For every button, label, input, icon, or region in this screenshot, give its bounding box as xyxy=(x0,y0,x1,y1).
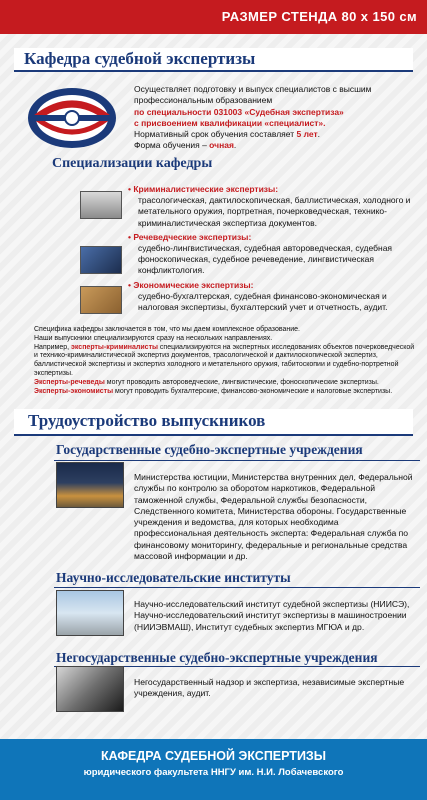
section-heading: Негосударственные судебно-экспертные учреждения xyxy=(56,650,378,665)
note-text: специализируются на экспертных исследованиях объектов почерковедческой и технико-криминалистической экспертиз документов, трасологической и дактилоскопической экспертиз, баллистической экспертизы и экспертиз холодного и метательного оружия, габитоскопии и судебно-портретной экспертизы. xyxy=(34,343,415,377)
duration-value: 5 лет xyxy=(296,129,318,140)
spec-title: • Криминалистические экспертизы: xyxy=(128,184,420,195)
institute-building-photo xyxy=(56,590,124,636)
note-text: могут проводить бухгалтерские, финансово-экономические и налоговые экспертизы. xyxy=(113,387,393,395)
size-banner xyxy=(0,0,427,34)
employment-title-box xyxy=(14,409,413,436)
divider xyxy=(54,460,420,461)
footer-bar xyxy=(0,739,427,800)
list-item xyxy=(128,184,420,229)
intro-line: Осуществляет подготовку и выпуск специалистов с высшим xyxy=(134,84,372,94)
form-label: Форма обучения – xyxy=(134,140,210,151)
size-banner-text: РАЗМЕР СТЕНДА 80 х 150 см xyxy=(221,9,417,24)
footer-title: КАФЕДРА СУДЕБНОЙ ЭКСПЕРТИЗЫ xyxy=(101,749,326,763)
department-logo xyxy=(26,86,118,150)
section-heading: Государственные судебно-экспертные учреждения xyxy=(56,442,363,457)
intro-duration xyxy=(134,129,419,140)
page-title: Кафедра судебной экспертизы xyxy=(24,49,256,68)
intro-qualification: с присвоением квалификации «специалист». xyxy=(134,117,326,128)
section-text: Научно-исследовательский институт судебной экспертизы (НИИСЭ), Научно-исследовательский институт экспертизы в машиностроении (НИИЭВМАШ), Институт судебных экспертиз МГЮА и др. xyxy=(134,599,410,632)
microscope-photo xyxy=(56,666,124,712)
department-notes xyxy=(34,326,420,396)
note-text: Например, xyxy=(34,343,72,351)
spec-body: судебно-бухгалтерская, судебная финансово-экономическая и налоговая экспертизы, бухгалтерский учет и отчетность, аудит. xyxy=(138,290,388,313)
duration-label: Нормативный срок обучения составляет xyxy=(134,129,297,140)
note-line: Специфика кафедры заключается в том, что мы даем комплексное образование. xyxy=(34,326,300,333)
section-heading: Научно-исследовательские институты xyxy=(56,570,291,585)
footer-subtitle: юридического факультета ННГУ им. Н.И. Лобачевского xyxy=(83,767,344,778)
economics-photo xyxy=(80,286,122,314)
intro-form xyxy=(134,140,419,151)
spec-body: трасологическая, дактилоскопическая, баллистическая, холодного и метательного оружия, портретная, почерковедческая, технико-криминалистическая экспертиза документов. xyxy=(138,195,411,228)
note-line xyxy=(34,379,420,388)
speech-photo xyxy=(80,246,122,274)
specializations-heading: Специализации кафедры xyxy=(52,156,213,171)
note-text: могут проводить автороведческие, лингвистические, фоноскопические экспертизы. xyxy=(104,378,379,386)
spec-body: судебно-лингвистическая, судебная автороведческая, судебная фоноскопическая, судебное речеведение, лингвистическая конфликтология. xyxy=(138,243,393,276)
forensic-photo xyxy=(80,191,122,219)
note-highlight: эксперты-криминалисты xyxy=(71,343,158,351)
note-line xyxy=(34,388,420,397)
duration-end: . xyxy=(317,129,321,140)
form-value: очная xyxy=(209,140,234,151)
specializations-list xyxy=(128,184,420,316)
note-highlight: Эксперты-речеведы xyxy=(34,378,105,386)
section-text: Негосударственный надзор и экспертиза, независимые экспертные учреждения, аудит. xyxy=(134,677,405,699)
section-text: Министерства юстиции, Министерства внутренних дел, Федеральной службы по контролю за оборотом наркотиков, Федеральной таможенной службы, Федеральной службы безопасности, Следственного комитета, Министерства обороны. Государственные учреждения и ведомства, для которых необходима профессиональная деятельность эксперта: Федеральная служба по финансовому мониторингу, федеральные и региональные средства массовой информации и др. xyxy=(134,472,413,562)
note-line: Наши выпускники специализируются сразу на нескольких направлениях. xyxy=(34,334,273,342)
intro-specialty: по специальности 031003 «Судебная экспертиза» xyxy=(134,106,344,117)
intro-line: профессиональным образованием xyxy=(134,95,273,106)
form-end: . xyxy=(233,140,237,151)
list-item xyxy=(128,280,420,314)
government-building-photo xyxy=(56,462,124,508)
list-item xyxy=(128,232,420,277)
spec-title: • Речеведческие экспертизы: xyxy=(128,232,420,243)
spec-title: • Экономические экспертизы: xyxy=(128,280,420,291)
department-intro xyxy=(134,84,419,152)
divider xyxy=(54,587,420,588)
employment-heading: Трудоустройство выпускников xyxy=(28,411,266,430)
department-title-box xyxy=(14,48,413,72)
note-highlight: Эксперты-экономисты xyxy=(34,387,114,395)
note-line xyxy=(34,344,420,379)
